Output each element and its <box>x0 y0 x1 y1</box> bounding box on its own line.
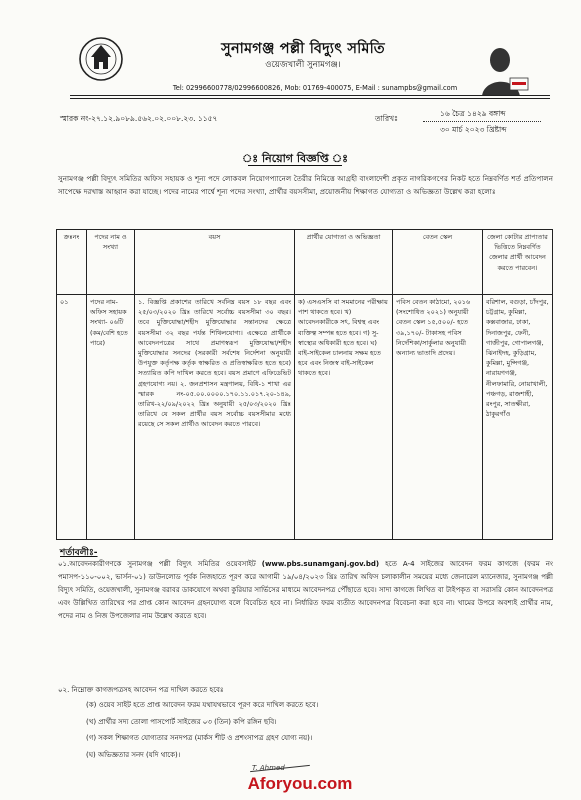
list-item: (ক) ওয়েব সাইট হতে প্রাপ্ত আবেদন ফরম যথাযথভাবে পূরণ করে দাখিল করতে হবে। <box>86 701 319 709</box>
header-salary: বেতন স্কেল <box>393 230 483 295</box>
list-item: (গ) সকল শিক্ষাগত যোগ্যতার সনদপত্র (মার্কস শীট ও প্রশংসাপত্র গ্রহণ যোগ্য নয়)। <box>86 734 313 743</box>
watermark: Aforyou.com <box>247 774 353 793</box>
condition-item-1 <box>58 558 553 623</box>
organization-name: সুনামগঞ্জ পল্লী বিদ্যুৎ সমিতি <box>221 41 385 57</box>
intro-paragraph: সুনামগঞ্জ পল্লী বিদ্যুৎ সমিতির অফিস সহায়ক ও শূন্য পদে লোকবল নিয়োগপ্যানেল তৈরীর নিমিত্তে আগ্রহী বাংলাদেশী প্রকৃত নাগরিকগণের নিকট হতে নিম্নবর্ণিত শর্ত প্রতিপালন সাপেক্ষে দরখাস্ত আহ্বান করা যাচ্ছে। পদের নামের পার্শ্বে শূন্য পদের সংখ্যা, প্রার্থীর বয়সসীমা, প্রয়োজনীয় শিক্ষাগত যোগ্যতা ও অভিজ্ঞতা উল্লেখ করা হলোঃ <box>58 174 553 197</box>
contact-info: Tel: 02996600778/02996600826, Mob: 01769-400075, E-Mail : sunampbs@gmail.com <box>172 84 458 92</box>
cell-salary: পবিস বেতন কাঠামো, ২০১৬ (সংশোধিত ২০২১) অনুযায়ী বেতন স্কেল ১৫,৫০০/- হতে ৩৯,১৭০/- টাকাসহ পবিস নির্দেশিকা/সার্কুলার অনুযায়ী অন্যান্য ভাতাদি প্রদেয়। <box>393 295 483 540</box>
condition-item-2: ০২. নিম্নোক্ত কাগজপত্রসহ আবেদন পত্র দাখিল করতে হবেঃ <box>58 686 224 694</box>
conditions-title: শর্তাবলীঃ- <box>60 548 98 558</box>
cell-districts: বরিশাল, বগুড়া, চাঁদপুর, চট্টগ্রাম, কুমিল্লা, কক্সবাজার, ঢাকা, দিনাজপুর, ফেনী, গাজীপুর, গোপালগঞ্জ, ঝিনাইদহ, কুড়িগ্রাম, কুমিল্লা, মুন্সিগঞ্জ, নারায়ণগঞ্জ, নীলফামারি, নোয়াখালী, পঞ্চগড়, রাজশাহী, রংপুর, সাতক্ষীরা, ঠাকুরগাঁও <box>483 295 553 540</box>
date-divider <box>423 121 541 122</box>
header-qualification: প্রার্থীর যোগ্যতা ও অভিজ্ঞতা <box>295 230 393 295</box>
date-label: তারিখঃ <box>375 114 398 123</box>
cell-serial: ০১ <box>57 295 87 540</box>
signature: T. Ahmed <box>252 764 285 772</box>
header-age: বয়স <box>135 230 295 295</box>
table-row <box>57 295 553 540</box>
date-bangla: ১৬ চৈত্র ১৪২৯ বঙ্গাব্দ <box>440 109 506 118</box>
table-header-row <box>57 230 553 295</box>
condition-1-prefix: ০১.আবেদনকারীগণকে সুনামগঞ্জ পল্লী বিদ্যুৎ সমিতির ওয়েবসাইট <box>58 560 256 568</box>
header-serial: ক্রঃনং <box>57 230 87 295</box>
header-district: জেলা কোটার প্রাপ্যতার ভিত্তিতে নিম্নবর্ণিত জেলার প্রার্থী আবেদন করতে পারবেন। <box>483 230 553 295</box>
vacancy-table <box>56 229 553 540</box>
cell-post: পদের নাম- অফিস সহায়ক সংখ্যা- ০৬টি (কম/বেশি হতে পারে) <box>87 295 135 540</box>
pbs-logo-icon <box>78 36 124 82</box>
cell-age: ১. বিজ্ঞপ্তি প্রকাশের তারিখে সর্বনিম্ন বয়স ১৮ বছর এবং ২৫/০৩/২০২০ খ্রিঃ তারিখে সর্বোচ্চ বয়সসীমা ৩০ বছর। তবে মুক্তিযোদ্ধা/শহীদ মুক্তিযোদ্ধার সন্তানদের ক্ষেত্রে বয়সসীমা ৩২ বছর পর্যন্ত শিথিলযোগ্য। এক্ষেত্রে প্রার্থীকে আবেদনপত্রের সাথে প্রমাণস্বরূপ মুক্তিযোদ্ধা/শহীদ মুক্তিযোদ্ধার সনদের (সরকারী সর্বশেষ নির্দেশনা অনুযায়ী উপযুক্ত কর্তৃপক্ষ কর্তৃক স্বাক্ষরিত ও প্রতিস্বাক্ষরিত হতে হবে) সত্যায়িত কপি দাখিল করতে হবে। বয়স প্রমাণে এফিডেভিট গ্রহণযোগ্য নয়। ২. জনপ্রশাসন মন্ত্রণালয়, বিধি-১ শাখা এর স্মারক নং-০৫.০০.০০০০.১৭০.১১.০১৭.২০-১৪৯, তারিখ-২২/০৯/২০২২ খ্রিঃ অনুযায়ী ২৫/০৩/২০২০ খ্রিঃ তারিখে যে সকল প্রার্থীর বয়স সর্বোচ্চ বয়সসীমার মধ্যে রয়েছে সে সকল প্রার্থীও আবেদন করতে পারবে। <box>135 295 295 540</box>
header-divider-2 <box>70 98 550 99</box>
title-underline <box>248 165 342 166</box>
memo-number: স্মারক নং-২৭.১২.৯০৮৯.৫৬২.০২.০০৮.২৩. ১১৫৭ <box>60 114 218 123</box>
condition-1-suffix: হতে A-4 সাইজের আবেদন ফরম কাগজে (ফরম নং পমাসপ-১১০-০০২, ভার্সন-০১) ডাউনলোড পূর্বক নিজহাতে পূরণ করে আগামী ১৯/০৪/২০২৩ খ্রিঃ তারিখ অফিস চলাকালীন সময়ের মধ্যে জেনারেল ম্যানেজার, সুনামগঞ্জ পল্লী বিদ্যুৎ সমিতি, ওয়েজখালী, সুনামগঞ্জ বরাবর ডাকযোগে অথবা কুরিয়ার সার্ভিসের মাধ্যমে আবেদনপত্র পৌঁছাতে হবে। সাদা কাগজে লিখিত বা টাইপকৃত বা সরাসরি কোন আবেদনপত্র এবং উল্লিখিত তারিখের পর প্রাপ্ত কোন আবেদন গ্রহনযোগ্য বলে বিবেচিত হবে না। নির্ধারিত ফরম ব্যতীত আবেদনপত্র বিবেচনা করা হবে না। খামের উপরে অবশ্যই প্রার্থীর নাম, পদের নাম ও নিজ উপজেলার নাম উল্লেখ করতে হবে। <box>58 560 553 620</box>
list-item: (খ) প্রার্থীর সদ্য তোলা পাসপোর্ট সাইজের ০৩ (তিন) কপি রঙ্গিন ছবি। <box>86 717 277 726</box>
notice-title: ঃ নিয়োগ বিজ্ঞপ্তি ঃ <box>241 152 349 165</box>
header-post: পদের নাম ও সংখ্যা <box>87 230 135 295</box>
website-link[interactable]: (www.pbs.sunamganj.gov.bd) <box>261 560 380 568</box>
date-english: ৩০ মার্চ ২০২৩ খ্রিষ্টাব্দ <box>440 125 507 134</box>
header-divider <box>70 95 550 96</box>
document-list <box>86 697 536 763</box>
cell-qualification: ক) এসএসসি বা সমমানের পরীক্ষায় পাশ থাকতে হবে। খ) আবেদনকারীকে সৎ, বিশ্বস্থ এবং ব্যক্তিত্ব সম্পন্ন হতে হবে। গ) সু-স্বাস্থ্যের অধিকারী হতে হবে। ঘ) বাই-সাইকেল চালনায় সক্ষম হতে হবে এবং নিজস্ব বাই-সাইকেল থাকতে হবে। <box>295 295 393 540</box>
list-item: (ঘ) অভিজ্ঞতার সনদ (যদি থাকে)। <box>86 750 181 759</box>
organization-address: ওয়েজখালী সুনামগঞ্জ। <box>265 60 341 70</box>
